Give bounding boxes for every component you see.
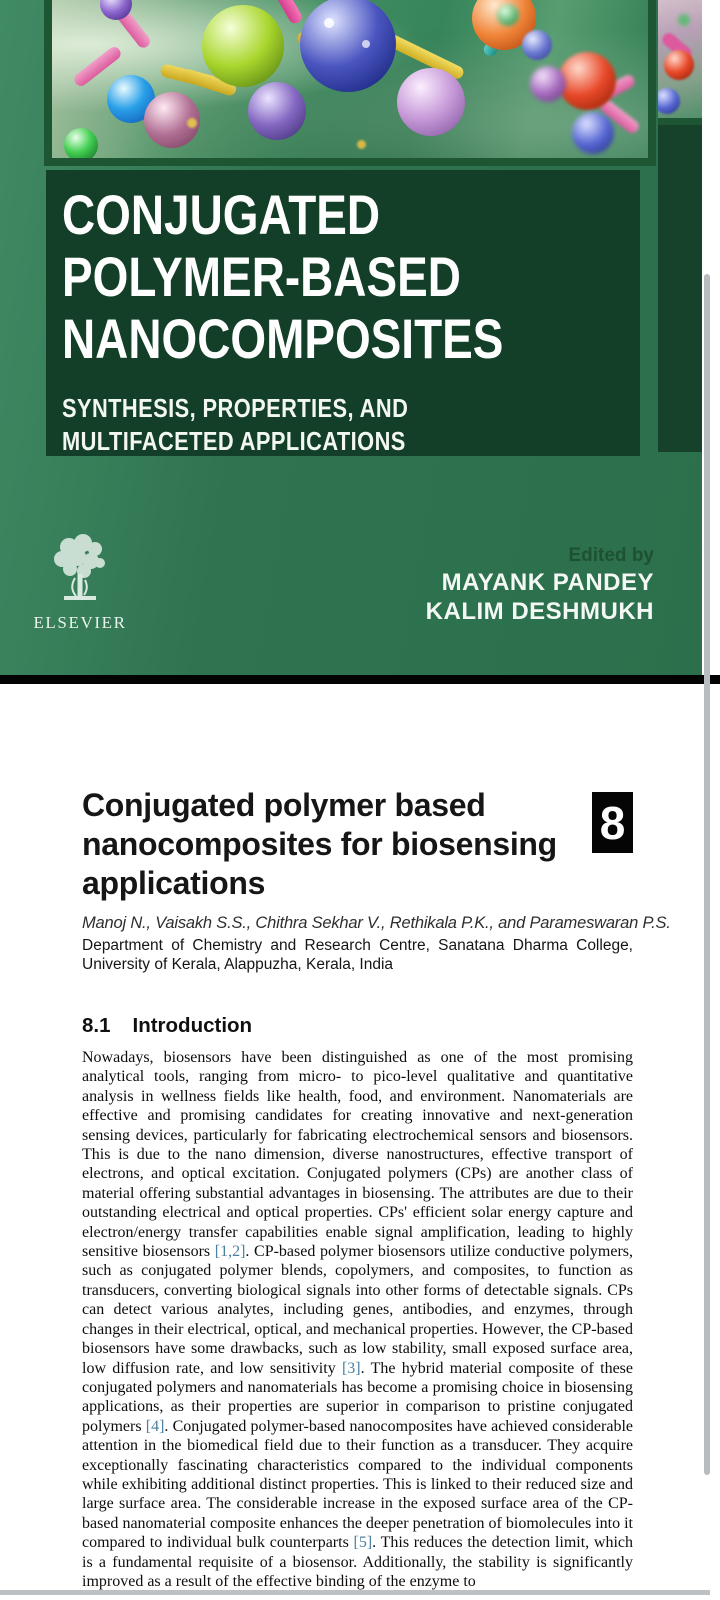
molecule-ball xyxy=(572,112,614,154)
body-text: . CP-based polymer biosensors utilize conductive polymers, such as conjugated polymer blends, copolymers, and composites, to function as transducers, converting biological signals into other forms of detectable signals. CPs can detect various analytes, including genes, antibodies, and enzymes, through changes in their electrical, optical, and mechanical properties. However, the CP-based biosensors have some drawbacks, such as low stability, small exposed surface area, low diffusion rate, and low sensitivity xyxy=(82,1243,633,1377)
vertical-scrollbar[interactable] xyxy=(704,274,710,1475)
citation-link[interactable]: [3] xyxy=(341,1359,361,1377)
molecule-ball xyxy=(397,68,465,136)
molecule-ball xyxy=(658,88,680,114)
molecule-ball xyxy=(362,40,370,48)
book-title-line: NANOCOMPOSITES xyxy=(62,307,504,370)
molecule-ball xyxy=(664,50,694,80)
chapter-number: 8 xyxy=(599,796,626,849)
molecule-ball xyxy=(300,0,396,92)
elsevier-tree-icon xyxy=(47,534,113,606)
book-subtitle-line: SYNTHESIS, PROPERTIES, AND xyxy=(62,393,409,423)
book-subtitle-line: MULTIFACETED APPLICATIONS xyxy=(62,426,406,456)
section-title: Introduction xyxy=(132,1014,253,1037)
chapter-title-line: Conjugated polymer based xyxy=(82,787,486,823)
molecule-ball xyxy=(187,118,197,128)
editor-name: KALIM DESHMUKH xyxy=(425,598,654,625)
book-cover-page xyxy=(0,0,702,675)
publisher-logo xyxy=(28,534,132,633)
molecule-ball xyxy=(522,30,552,60)
body-paragraph xyxy=(82,1048,633,1591)
chapter-number-badge xyxy=(592,792,633,853)
chapter-affiliation: Department of Chemistry and Research Centre, Sanatana Dharma College, University of Kerala, Alappuzha, Kerala, India xyxy=(82,937,633,973)
citation-link[interactable]: [5] xyxy=(353,1534,373,1552)
editor-name: MAYANK PANDEY xyxy=(441,569,654,596)
body-text: . The hybrid material composite of these conjugated polymers and nanomaterials has become a promising choice in biosensing applications, as their properties are superior in comparison to pristine conjugated polymers xyxy=(82,1359,633,1435)
publisher-name: ELSEVIER xyxy=(33,613,127,632)
molecule-ball xyxy=(248,82,306,140)
edited-by-label: Edited by xyxy=(568,545,654,566)
edited-by-block xyxy=(426,544,654,626)
section-number: 8.1 xyxy=(82,1014,111,1037)
cover-title-panel xyxy=(46,170,640,456)
chapter-title-line: applications xyxy=(82,865,266,901)
molecule-ball xyxy=(357,140,366,149)
cover-photo-molecules xyxy=(44,0,656,166)
chapter-authors: Manoj N., Vaisakh S.S., Chithra Sekhar V., Rethikala P.K., and Parameswaran P.S. xyxy=(82,914,671,932)
molecule-ball xyxy=(497,4,519,26)
book-title xyxy=(62,184,536,370)
molecule-ball xyxy=(558,52,616,110)
book-title-line: CONJUGATED xyxy=(62,183,381,246)
body-text: . Conjugated polymer-based nanocomposites have achieved considerable attention in the biomedical field due to their function as a transducer. They acquire exceptionally fascinating characteristics compared to the individual components while exhibiting additional distinct properties. This is linked to their reduced size and large surface area. The considerable increase in the exposed surface area of the CP-based nanomaterial composite enhances the deeper penetration of biomolecules into it compared to individual bulk counterparts xyxy=(82,1417,633,1552)
chapter-page xyxy=(0,684,720,1600)
molecule-ball xyxy=(324,18,334,28)
molecule-ball xyxy=(202,5,284,87)
molecule-ball xyxy=(530,66,566,102)
chapter-title xyxy=(82,786,557,903)
book-title-line: POLYMER-BASED xyxy=(62,245,461,308)
next-page-edge xyxy=(658,0,702,452)
citation-link[interactable]: [1,2] xyxy=(214,1243,246,1261)
next-page-photo-edge xyxy=(658,0,702,125)
citation-link[interactable]: [4] xyxy=(145,1417,165,1435)
body-text: . This reduces the detection limit, which is a fundamental requisite of a biosensor. Additionally, the stability is significantly improved as a result of the effective binding of the enzyme to xyxy=(82,1534,633,1590)
cover-bottom-bar xyxy=(0,675,720,684)
book-subtitle xyxy=(62,392,548,458)
molecule-ball xyxy=(64,128,98,162)
molecule-ball xyxy=(678,14,690,26)
section-heading xyxy=(82,1014,252,1038)
chapter-title-line: nanocomposites for biosensing xyxy=(82,826,557,862)
body-text: Nowadays, biosensors have been distinguished as one of the most promising analytical tools, ranging from micro- to pico-level qualitative and quantitative analysis in wellness fields like health, food, and environment. Nanomaterials are effective and promising candidates for creating innovative and next-generation sensing devices, particularly for fabricating electrochemical sensors and biosensors. This is due to the nano dimension, diverse nanostructures, effective transport of electrons, and optical excitation. Conjugated polymers (CPs) are another class of material offering substantial advantages in biosensing. The attributes are due to their outstanding electrical and optical properties. CPs' efficient solar energy capture and electron/energy transfer capabilities enable signal amplification, leading to highly sensitive biosensors xyxy=(82,1049,633,1261)
horizontal-scrollbar[interactable] xyxy=(0,1590,710,1595)
